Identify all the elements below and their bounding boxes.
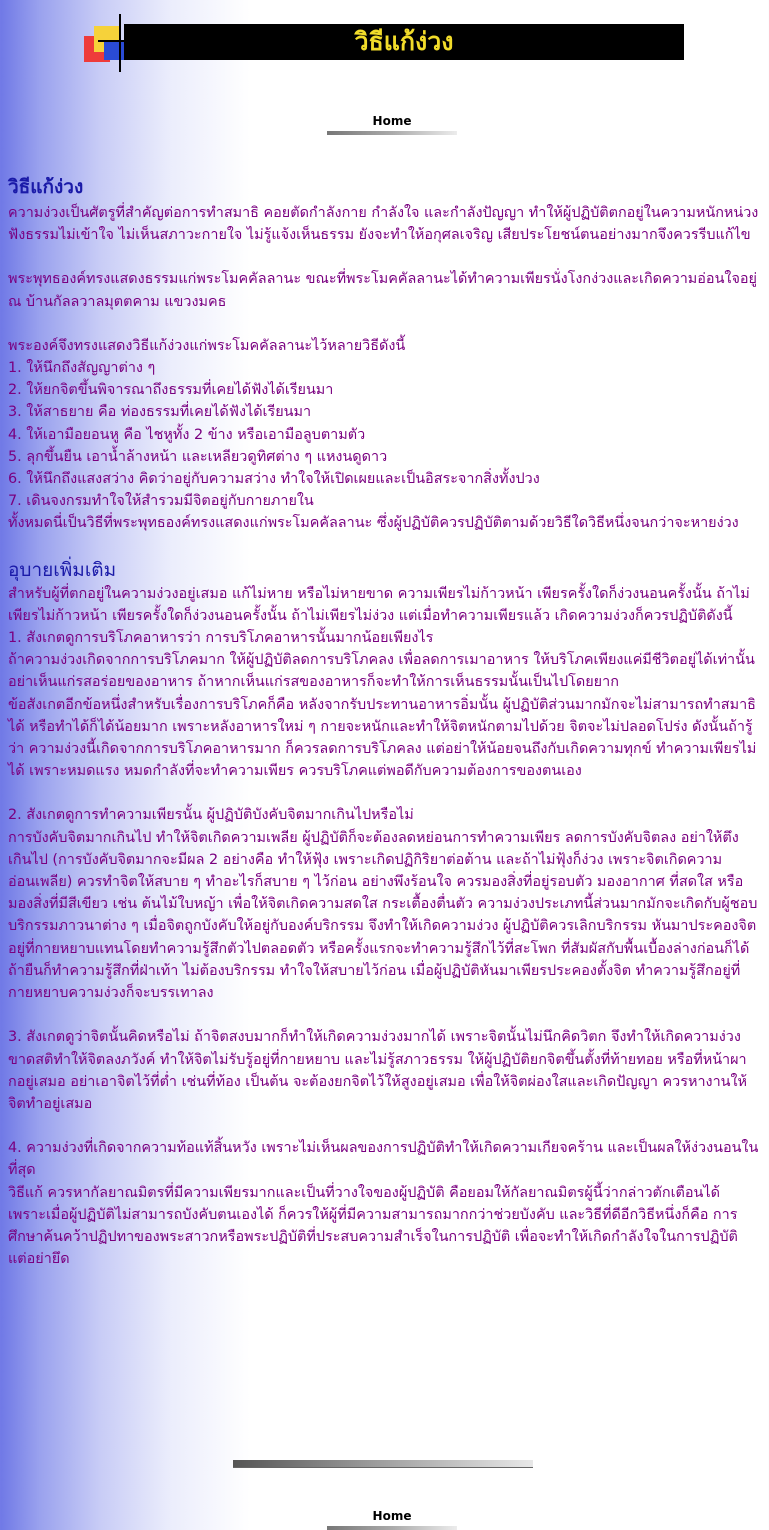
tip-title: 1. สังเกตดูการบริโภคอาหารว่า การบริโภคอาหารนั้นมากน้อยเพียงไร bbox=[8, 630, 434, 647]
method-item: 2. ให้ยกจิตขึ้นพิจารณาถึงธรรมที่เคยได้ฟังได้เรียนมา bbox=[8, 382, 334, 399]
tip-body: การบังคับจิตมากเกินไป ทำให้จิตเกิดความเพลีย ผู้ปฏิบัติก็จะต้องลดหย่อนการทำความเพียร ลดการบังคับจิตลง อย่าให้ตึงเกินไป (การบังคับจิตมากจะมีผล 2 อย่างคือ ทำให้ฟุ้ง เพราะเกิดปฏิกิริยาต่อต้าน และถ้าไม่ฟุ้งก็ง่วง เพราะจิตเกิดความอ่อนเพลีย) ควรทำจิตให้สบาย ๆ ทำอะไรก็สบาย ๆ ไว้ก่อน อย่างพึงร้อนใจ ควรมองสิ่งที่อยู่รอบตัว มองอากาศ ที่สดใส หรือมองสิ่งที่มีสีเขียว เช่น ต้นไม้ใบหญ้า เพื่อให้จิตเกิดความสดใส กระเตื้องตื่นตัว ความง่วงประเภทนี้ส่วนมากมักจะเกิดกับผู้ชอบบริกรรมภาวนาต่าง ๆ เมื่อจิตถูกบังคับให้อยู่กับองค์บริกรรม จึงทำให้เกิดความง่วง ผู้ปฏิบัติควรเลิกบริกรรม หันมาประคองจิตอยู่ที่กายหยาบแทนโดยทำความรู้สึกตัวไปตลอดตัว หรือครั้งแรกจะทำความรู้สึกไว้ที่สะโพก ที่สัมผัสกับพื้นเบื้องล่างก่อนก็ได้ ถ้ายืนก็ทำความรู้สึกที่ฝ่าเท้า ไม่ต้องบริกรรม ทำใจให้สบายไว้ก่อน เมื่อผู้ปฏิบัติหันมาเพียรประคองตั้งจิต ทำความรู้สึกอยู่ที่กายหยาบความง่วงก็จะบรรเทาลง bbox=[8, 829, 758, 1002]
article-content bbox=[8, 172, 760, 1270]
banner-blue-square bbox=[104, 40, 126, 60]
bottom-divider bbox=[233, 1460, 533, 1468]
tip-title: 3. สังเกตดูว่าจิตนั้นคิดหรือไม่ ถ้าจิตสงบมากก็ทำให้เกิดความง่วงมากได้ เพราะจิตนั้นไม่นึกคิดวิตก จึงทำให้เกิดความง่วง bbox=[8, 1029, 741, 1046]
tip-title: 2. สังเกตดูการทำความเพียรนั้น ผู้ปฏิบัติบังคับจิตมากเกินไปหรือไม่ bbox=[8, 807, 414, 824]
method-item: 6. ให้นึกถึงแสงสว่าง คิดว่าอยู่กับความสว่าง ทำใจให้เปิดเผยและเป็นอิสระจากสิ่งทั้งปวง bbox=[8, 471, 540, 488]
tip-body: ขาดสติทำให้จิตลงภวังค์ ทำให้จิตไม่รับรู้อยู่ที่กายหยาบ และไม่รู้สภาวธรรม ให้ผู้ปฏิบัติยกจิตขึ้นตั้งที่ท้ายทอย หรือที่หน้าผากอยู่เสมอ อย่าเอาจิตไว้ที่ต่ำ เช่นที่ท้อง เป็นต้น จะต้องยกจิตไว้ให้สูงอยู่เสมอ เพื่อให้จิตผ่องใสและเกิดปัญญา ควรหางานให้จิตทำอยู่เสมอ bbox=[8, 1051, 748, 1112]
banner-crosshair-horizontal bbox=[98, 40, 138, 42]
top-nav bbox=[327, 114, 457, 135]
tip-body: ข้อสังเกตอีกข้อหนึ่งสำหรับเรื่องการบริโภคก็คือ หลังจากรับประทานอาหารอิ่มนั้น ผู้ปฏิบัติส่วนมากมักจะไม่สามารถทำสมาธิได้ หรือทำได้ก็ได้น้อยมาก เพราะหลังอาหารใหม่ ๆ กายจะหนักและทำให้จิตหนักตามไปด้วย จิตจะไม่ปลอดโปร่ง ดังนั้นถ้ารู้ว่า ความง่วงนี้เกิดจากการบริโภคอาหารมาก ก็ควรลดการบริโภคลง แต่อย่าให้น้อยจนถึงกับเกิดความทุกข์ ทำความเพียรไม่ได้ เพราะหมดแรง หมดกำลังที่จะทำความเพียร ควรบริโภคแต่พอดีกับความต้องการของตนเอง bbox=[8, 696, 757, 780]
method-item: 7. เดินจงกรมทำใจให้สำรวมมีจิตอยู่กับกายภายใน bbox=[8, 493, 314, 510]
story-paragraph: พระพุทธองค์ทรงแสดงธรรมแก่พระโมคคัลลานะ ขณะที่พระโมคคัลลานะได้ทำความเพียรนั่งโงกง่วงและเกิดความอ่อนใจอยู่ ณ บ้านกัลลวาลมุตตคาม แขวงมคธ bbox=[8, 271, 757, 310]
page-heading: วิธีแก้ง่วง bbox=[8, 176, 84, 198]
method-item: 4. ให้เอามือยอนหู คือ ไชหูทั้ง 2 ข้าง หรือเอามือลูบตามตัว bbox=[8, 426, 366, 443]
intro-paragraph: ความง่วงเป็นศัตรูที่สำคัญต่อการทำสมาธิ คอยตัดกำลังกาย กำลังใจ และกำลังปัญญา ทำให้ผู้ปฏิบัติตกอยู่ในความหนักหน่วง ฟังธรรมไม่เข้าใจ ไม่เห็นสภาวะกายใจ ไม่รู้แจ้งเห็นธรรม ยังจะทำให้อกุศลเจริญ เสียประโยชน์ตนอย่างมากจึงควรรีบแก้ไข bbox=[8, 205, 759, 244]
tip-body: วิธีแก้ ควรหากัลยาณมิตรที่มีความเพียรมากและเป็นที่วางใจของผู้ปฏิบัติ คือยอมให้กัลยาณมิตรผู้นี้ว่ากล่าวตักเตือนได้ เพราะเมื่อผู้ปฏิบัติไม่สามารถบังคับตนเองได้ ก็ควรให้ผู้ที่มีความสามารถมากกว่าช่วยบังคับ และวิธีที่ดีอีกวิธีหนึ่งก็คือ การศึกษาค้นคว้าปฏิปทาของพระสาวกหรือพระปฏิบัติที่ประสบความสำเร็จในการปฏิบัติ เพื่อจะทำให้เกิดกำลังใจในการปฏิบัติ แต่อย่ายึด bbox=[8, 1184, 738, 1268]
extra-intro: สำหรับผู้ที่ตกอยู่ในความง่วงอยู่เสมอ แก้ไม่หาย หรือไม่หายขาด ความเพียรไม่ก้าวหน้า เพียรครั้งใดก็ง่วงนอนครั้งนั้น ถ้าไม่เพียรไม่ก้าวหน้า เพียรครั้งใดก็ง่วงนอนครั้งนั้น ถ้าไม่เพียรไม่ง่วง แต่เมื่อทำความเพียรแล้ว เกิดความง่วงก็ควรปฏิบัติดังนี้ bbox=[8, 585, 750, 624]
home-link-underline bbox=[327, 1526, 457, 1530]
methods-close: ทั้งหมดนี่เป็นวิธีที่พระพุทธองค์ทรงแสดงแก่พระโมคคัลลานะ ซึ่งผู้ปฏิบัติควรปฏิบัติตามด้วยวิธีใดวิธีหนึ่งจนกว่าจะหายง่วง bbox=[8, 515, 739, 532]
sub-heading: อุบายเพิ่มเติม bbox=[8, 558, 117, 581]
bottom-nav bbox=[327, 1509, 457, 1530]
banner-crosshair-vertical bbox=[119, 14, 121, 72]
home-link-underline bbox=[327, 131, 457, 135]
tip-body: ถ้าความง่วงเกิดจากการบริโภคมาก ให้ผู้ปฏิบัติลดการบริโภคลง เพื่อลดการเมาอาหาร ให้บริโภคเพียงแค่มีชีวิตอยู่ได้เท่านั้น อย่าเห็นแก่รสอร่อยของอาหาร ถ้าหากเห็นแก่รสของอาหารก็จะทำให้การเห็นธรรมนั้นเป็นไปโดยยาก bbox=[8, 652, 755, 691]
page-banner bbox=[84, 14, 684, 74]
method-item: 5. ลุกขึ้นยืน เอาน้ำล้างหน้า และเหลียวดูทิศต่าง ๆ แหงนดูดาว bbox=[8, 448, 388, 465]
method-item: 1. ให้นึกถึงสัญญาต่าง ๆ bbox=[8, 360, 156, 377]
home-link-bottom[interactable]: Home bbox=[372, 1509, 412, 1523]
methods-intro: พระองค์จึงทรงแสดงวิธีแก้ง่วงแก่พระโมคคัลลานะไว้หลายวิธีดังนี้ bbox=[8, 337, 406, 354]
tip-title: 4. ความง่วงที่เกิดจากความท้อแท้สิ้นหวัง เพราะไม่เห็นผลของการปฏิบัติทำให้เกิดความเกียจคร้าน และเป็นผลให้ง่วงนอนในที่สุด bbox=[8, 1140, 759, 1179]
home-link-top[interactable]: Home bbox=[372, 114, 412, 128]
banner-title: วิธีแก้ง่วง bbox=[124, 24, 684, 60]
method-item: 3. ให้สาธยาย คือ ท่องธรรมที่เคยได้ฟังได้เรียนมา bbox=[8, 404, 312, 421]
